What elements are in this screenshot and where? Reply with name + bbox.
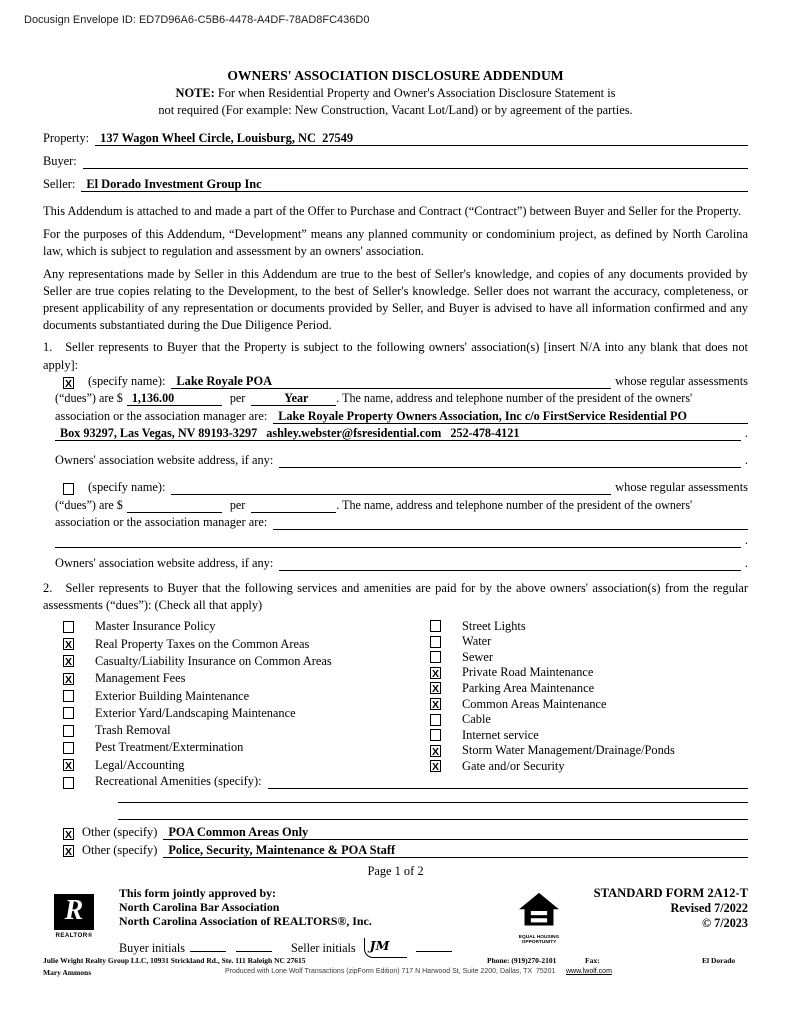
section1-heading xyxy=(43,339,748,373)
association2-name-line xyxy=(55,480,748,498)
service-label: Casualty/Liability Insurance on Common Areas xyxy=(95,653,332,668)
produced-with-text: Produced with Lone Wolf Transactions (zipForm Edition) 717 N Harwood St, Suite 2200, Dallas, TX 75201 xyxy=(225,968,556,975)
association1-name-line xyxy=(55,374,748,392)
association1-website-field[interactable] xyxy=(279,453,741,468)
service-label: Sewer xyxy=(462,649,493,664)
service-item xyxy=(430,618,748,634)
specify-name-label: (specify name): xyxy=(88,373,166,388)
seller-value: El Dorado Investment Group Inc xyxy=(86,177,262,191)
property-value: 137 Wagon Wheel Circle, Louisburg, NC 27549 xyxy=(100,131,354,145)
period: . xyxy=(744,426,748,441)
other2-field[interactable] xyxy=(163,843,748,858)
service-checkbox[interactable] xyxy=(63,621,74,633)
association2-per-field[interactable] xyxy=(251,498,336,513)
association1-manager-field2[interactable] xyxy=(55,426,741,441)
lwolf-link[interactable]: www.lwolf.com xyxy=(566,968,612,975)
service-checkbox[interactable] xyxy=(430,651,441,663)
website-label: Owners' association website address, if any: xyxy=(55,452,274,467)
association-block-2 xyxy=(55,480,748,574)
services-left-column xyxy=(63,618,430,774)
association1-per-field[interactable] xyxy=(251,391,336,406)
service-checkbox[interactable]: X xyxy=(64,760,72,773)
continuation-line[interactable] xyxy=(118,791,748,803)
paragraph-development: For the purposes of this Addendum, “Development” means any planned community or condominium project, as defined by North Carolina law, which is subject to regulation and assessment by an owners' association. xyxy=(43,227,748,259)
association1-name: Lake Royale POA xyxy=(176,373,273,388)
service-label: Master Insurance Policy xyxy=(95,619,216,634)
recreational-label: Recreational Amenities (specify): xyxy=(95,774,262,789)
service-item xyxy=(63,722,430,739)
standard-form-revised: Revised 7/2022 xyxy=(670,901,748,915)
service-item xyxy=(430,649,748,665)
buyer-initials-field-2[interactable] xyxy=(236,938,272,952)
service-item xyxy=(63,687,430,704)
after-per-text: . The name, address and telephone number of the president of the owners' xyxy=(336,497,693,512)
recreational-checkbox[interactable] xyxy=(63,777,74,789)
brokerage-fax: Fax: xyxy=(585,956,600,965)
seller-row xyxy=(43,177,748,200)
association1-manager-line2 xyxy=(55,426,748,444)
approval-block xyxy=(119,886,500,958)
equal-housing-logo xyxy=(500,892,578,945)
association1-dues-field[interactable] xyxy=(127,391,222,406)
association2-name xyxy=(171,480,176,494)
service-checkbox[interactable] xyxy=(430,714,441,726)
brokerage-office: Julie Wright Realty Group LLC, 10931 Strickland Rd., Ste. 111 Raleigh NC 27615 xyxy=(43,956,306,965)
service-label: Cable xyxy=(462,712,491,727)
service-item xyxy=(63,653,430,670)
service-label: Pest Treatment/Extermination xyxy=(95,740,244,755)
service-item xyxy=(63,739,430,756)
services-grid xyxy=(43,618,748,774)
other-row-1 xyxy=(43,825,748,842)
other1-checkbox[interactable]: X xyxy=(64,828,72,841)
other1-value: POA Common Areas Only xyxy=(168,825,309,840)
dues-prefix-label: (“dues”) are $ xyxy=(55,497,123,512)
association2-manager-line2 xyxy=(55,533,748,551)
manager-label: association or the association manager are: xyxy=(55,408,268,423)
standard-form-name: STANDARD FORM 2A12-T xyxy=(593,886,748,900)
service-checkbox[interactable] xyxy=(63,707,74,719)
form-body xyxy=(0,68,791,879)
realtor-logo xyxy=(43,894,105,939)
service-checkbox[interactable]: X xyxy=(64,673,72,686)
buyer-initials-field-1[interactable] xyxy=(190,938,226,952)
association1-per: Year xyxy=(284,391,309,406)
per-label: per xyxy=(229,497,246,512)
service-checkbox[interactable]: X xyxy=(64,639,72,652)
approval-heading: This form jointly approved by: xyxy=(119,886,277,900)
initials-row xyxy=(119,938,500,958)
service-checkbox[interactable]: X xyxy=(431,667,439,680)
standard-form-copyright: © 7/2023 xyxy=(701,915,748,930)
association1-website xyxy=(279,453,284,467)
service-label: Trash Removal xyxy=(95,723,171,738)
parties-block xyxy=(43,131,748,200)
service-label: Internet service xyxy=(462,727,539,742)
manager-label: association or the association manager are: xyxy=(55,515,268,530)
other-label: Other (specify) xyxy=(82,842,158,857)
service-item xyxy=(63,705,430,722)
seller-initials-stamp[interactable]: JM xyxy=(364,938,407,958)
form-note xyxy=(43,85,748,118)
association1-manager-field[interactable] xyxy=(273,409,748,424)
whose-label: whose regular assessments xyxy=(615,373,748,388)
service-checkbox[interactable]: X xyxy=(431,761,439,774)
buyer-initials-label: Buyer initials xyxy=(119,940,186,955)
seller-field[interactable] xyxy=(81,177,748,192)
service-checkbox[interactable] xyxy=(63,725,74,737)
specify-name-label: (specify name): xyxy=(88,480,166,495)
standard-form-block xyxy=(578,886,748,930)
brokerage-phone: Phone: (919)270-2101 xyxy=(487,956,557,965)
docusign-envelope-id: Docusign Envelope ID: ED7D96A6-C5B6-4478-A4DF-78AD8FC436D0 xyxy=(24,14,370,26)
service-label: Street Lights xyxy=(462,618,526,633)
service-checkbox[interactable]: X xyxy=(431,683,439,696)
association1-manager1: Lake Royale Property Owners Association, Inc c/o FirstService Residential PO xyxy=(278,408,687,423)
section1-number: 1. xyxy=(43,340,53,355)
period: . xyxy=(744,532,748,547)
service-item xyxy=(430,634,748,650)
paragraph-representations: Any representations made by Seller in this Addendum are true to the best of Seller's knowledge, and copies of any documents provided by Seller are true copies relating to the Development, to the best of Seller's knowledge. Seller does not warrant the accuracy, completeness, or present applicability of any representation or documents provided by Seller, and Buyer is advised to have all information confirmed and any documents substantiated during the Due Diligence Period. xyxy=(43,266,748,333)
service-item xyxy=(63,670,430,687)
association2-website-field[interactable] xyxy=(279,556,741,571)
service-label: Exterior Yard/Landscaping Maintenance xyxy=(95,705,296,720)
per-label: per xyxy=(229,391,246,406)
service-label: Parking Area Maintenance xyxy=(462,680,595,695)
association2-website-line xyxy=(55,556,748,574)
form-title: OWNERS' ASSOCIATION DISCLOSURE ADDENDUM xyxy=(227,68,564,83)
property-field[interactable] xyxy=(95,131,748,146)
association2-manager2 xyxy=(55,533,60,547)
service-checkbox[interactable] xyxy=(430,636,441,648)
service-item xyxy=(430,696,748,712)
document-tag: El Dorado xyxy=(702,956,736,965)
association2-dues-line xyxy=(55,498,748,516)
website-label: Owners' association website address, if any: xyxy=(55,556,274,571)
recreational-amenities-row xyxy=(43,774,748,791)
buyer-value xyxy=(83,154,88,168)
association2-manager-line xyxy=(55,515,748,533)
note-line-1 xyxy=(43,85,748,102)
association1-checkbox[interactable]: X xyxy=(64,377,72,390)
service-item xyxy=(430,759,748,775)
association-block-1 xyxy=(43,374,748,574)
service-item xyxy=(63,757,430,774)
continuation-line[interactable] xyxy=(118,803,748,820)
period: . xyxy=(744,556,748,571)
association2-manager-field[interactable] xyxy=(273,515,748,530)
services-right-column xyxy=(430,618,748,774)
service-checkbox[interactable] xyxy=(430,620,441,632)
association1-manager2: Box 93297, Las Vegas, NV 89193-3297 ashley.webster@fsresidential.com 252-478-4121 xyxy=(60,426,520,441)
property-row xyxy=(43,131,748,154)
approval-line-2: North Carolina Association of REALTORS®, Inc. xyxy=(119,913,372,928)
service-label: Management Fees xyxy=(95,671,186,686)
form-footer xyxy=(43,886,748,958)
other2-checkbox[interactable]: X xyxy=(64,846,72,859)
service-label: Real Property Taxes on the Common Areas xyxy=(95,636,310,651)
service-label: Gate and/or Security xyxy=(462,758,565,773)
section2-heading xyxy=(43,580,748,614)
property-label: Property: xyxy=(43,131,90,145)
recreational-specify-field[interactable] xyxy=(268,774,748,789)
whose-label: whose regular assessments xyxy=(615,480,748,495)
service-checkbox[interactable] xyxy=(63,742,74,754)
note-label: NOTE: xyxy=(175,86,215,100)
note-rest: For when Residential Property and Owner's Association Disclosure Statement is xyxy=(214,86,616,100)
seller-label: Seller: xyxy=(43,177,76,191)
other1-field[interactable] xyxy=(163,825,748,840)
recreational-value xyxy=(268,774,273,788)
association1-website-line xyxy=(55,453,748,471)
association1-dues: 1,136.00 xyxy=(131,391,175,406)
service-label: Legal/Accounting xyxy=(95,757,185,772)
service-item xyxy=(63,636,430,653)
section2-text: Seller represents to Buyer that the following services and amenities are paid for by the above owners' association(s) from the regular assessments (“dues”): (Check all that apply) xyxy=(43,580,749,613)
other2-value: Police, Security, Maintenance & POA Staff xyxy=(168,842,396,857)
association1-name-field[interactable] xyxy=(171,374,611,389)
paragraph-addendum: This Addendum is attached to and made a part of the Offer to Purchase and Contract (“Contract”) between Buyer and Seller for the Property. xyxy=(43,204,742,218)
service-checkbox[interactable]: X xyxy=(431,745,439,758)
service-item xyxy=(430,712,748,728)
association2-name-field[interactable] xyxy=(171,480,611,495)
service-checkbox[interactable]: X xyxy=(431,699,439,711)
seller-initials-label: Seller initials xyxy=(291,940,356,955)
association2-per xyxy=(291,498,296,512)
section2-number: 2. xyxy=(43,580,53,595)
service-label: Storm Water Management/Drainage/Ponds xyxy=(462,743,675,758)
buyer-label: Buyer: xyxy=(43,154,77,168)
realtor-logo-label: REALTOR® xyxy=(55,932,93,939)
service-checkbox[interactable] xyxy=(63,690,74,702)
service-label: Water xyxy=(462,634,492,649)
service-item xyxy=(430,665,748,681)
buyer-row xyxy=(43,154,748,177)
service-checkbox[interactable] xyxy=(430,729,441,741)
service-item xyxy=(63,618,430,635)
dues-prefix-label: (“dues”) are $ xyxy=(55,391,123,406)
seller-initials-field-2[interactable] xyxy=(416,938,452,952)
service-item xyxy=(430,743,748,759)
page-number: Page 1 of 2 xyxy=(367,863,424,878)
association1-dues-line xyxy=(55,391,748,409)
association2-dues-field[interactable] xyxy=(127,498,222,513)
realtor-logo-icon: R xyxy=(54,894,94,930)
association2-website xyxy=(279,556,284,570)
buyer-field[interactable] xyxy=(83,154,748,169)
other-row-2 xyxy=(43,843,748,860)
service-label: Exterior Building Maintenance xyxy=(95,688,250,703)
association1-manager-line xyxy=(55,409,748,427)
service-checkbox[interactable]: X xyxy=(64,656,72,669)
after-per-text: . The name, address and telephone number of the president of the owners' xyxy=(336,391,693,406)
association2-manager-field2[interactable] xyxy=(55,533,741,548)
equal-housing-icon xyxy=(516,892,562,930)
section1-text: Seller represents to Buyer that the Property is subject to the following owners' association(s) [insert N/A into any blank that does not apply]: xyxy=(43,340,748,372)
approval-line-1: North Carolina Bar Association xyxy=(119,900,280,914)
association2-manager1 xyxy=(273,515,278,529)
equal-housing-label: EQUAL HOUSING OPPORTUNITY xyxy=(518,935,560,945)
other-label: Other (specify) xyxy=(82,825,158,840)
note-line-2: not required (For example: New Construction, Vacant Lot/Land) or by agreement of the parties. xyxy=(158,102,633,117)
period: . xyxy=(744,452,748,467)
agent-name: Mary Ammons xyxy=(43,968,92,977)
service-item xyxy=(430,681,748,697)
service-label: Common Areas Maintenance xyxy=(462,696,607,711)
service-item xyxy=(430,727,748,743)
association2-checkbox[interactable] xyxy=(63,483,74,495)
service-label: Private Road Maintenance xyxy=(462,665,594,680)
association2-dues xyxy=(127,498,132,512)
